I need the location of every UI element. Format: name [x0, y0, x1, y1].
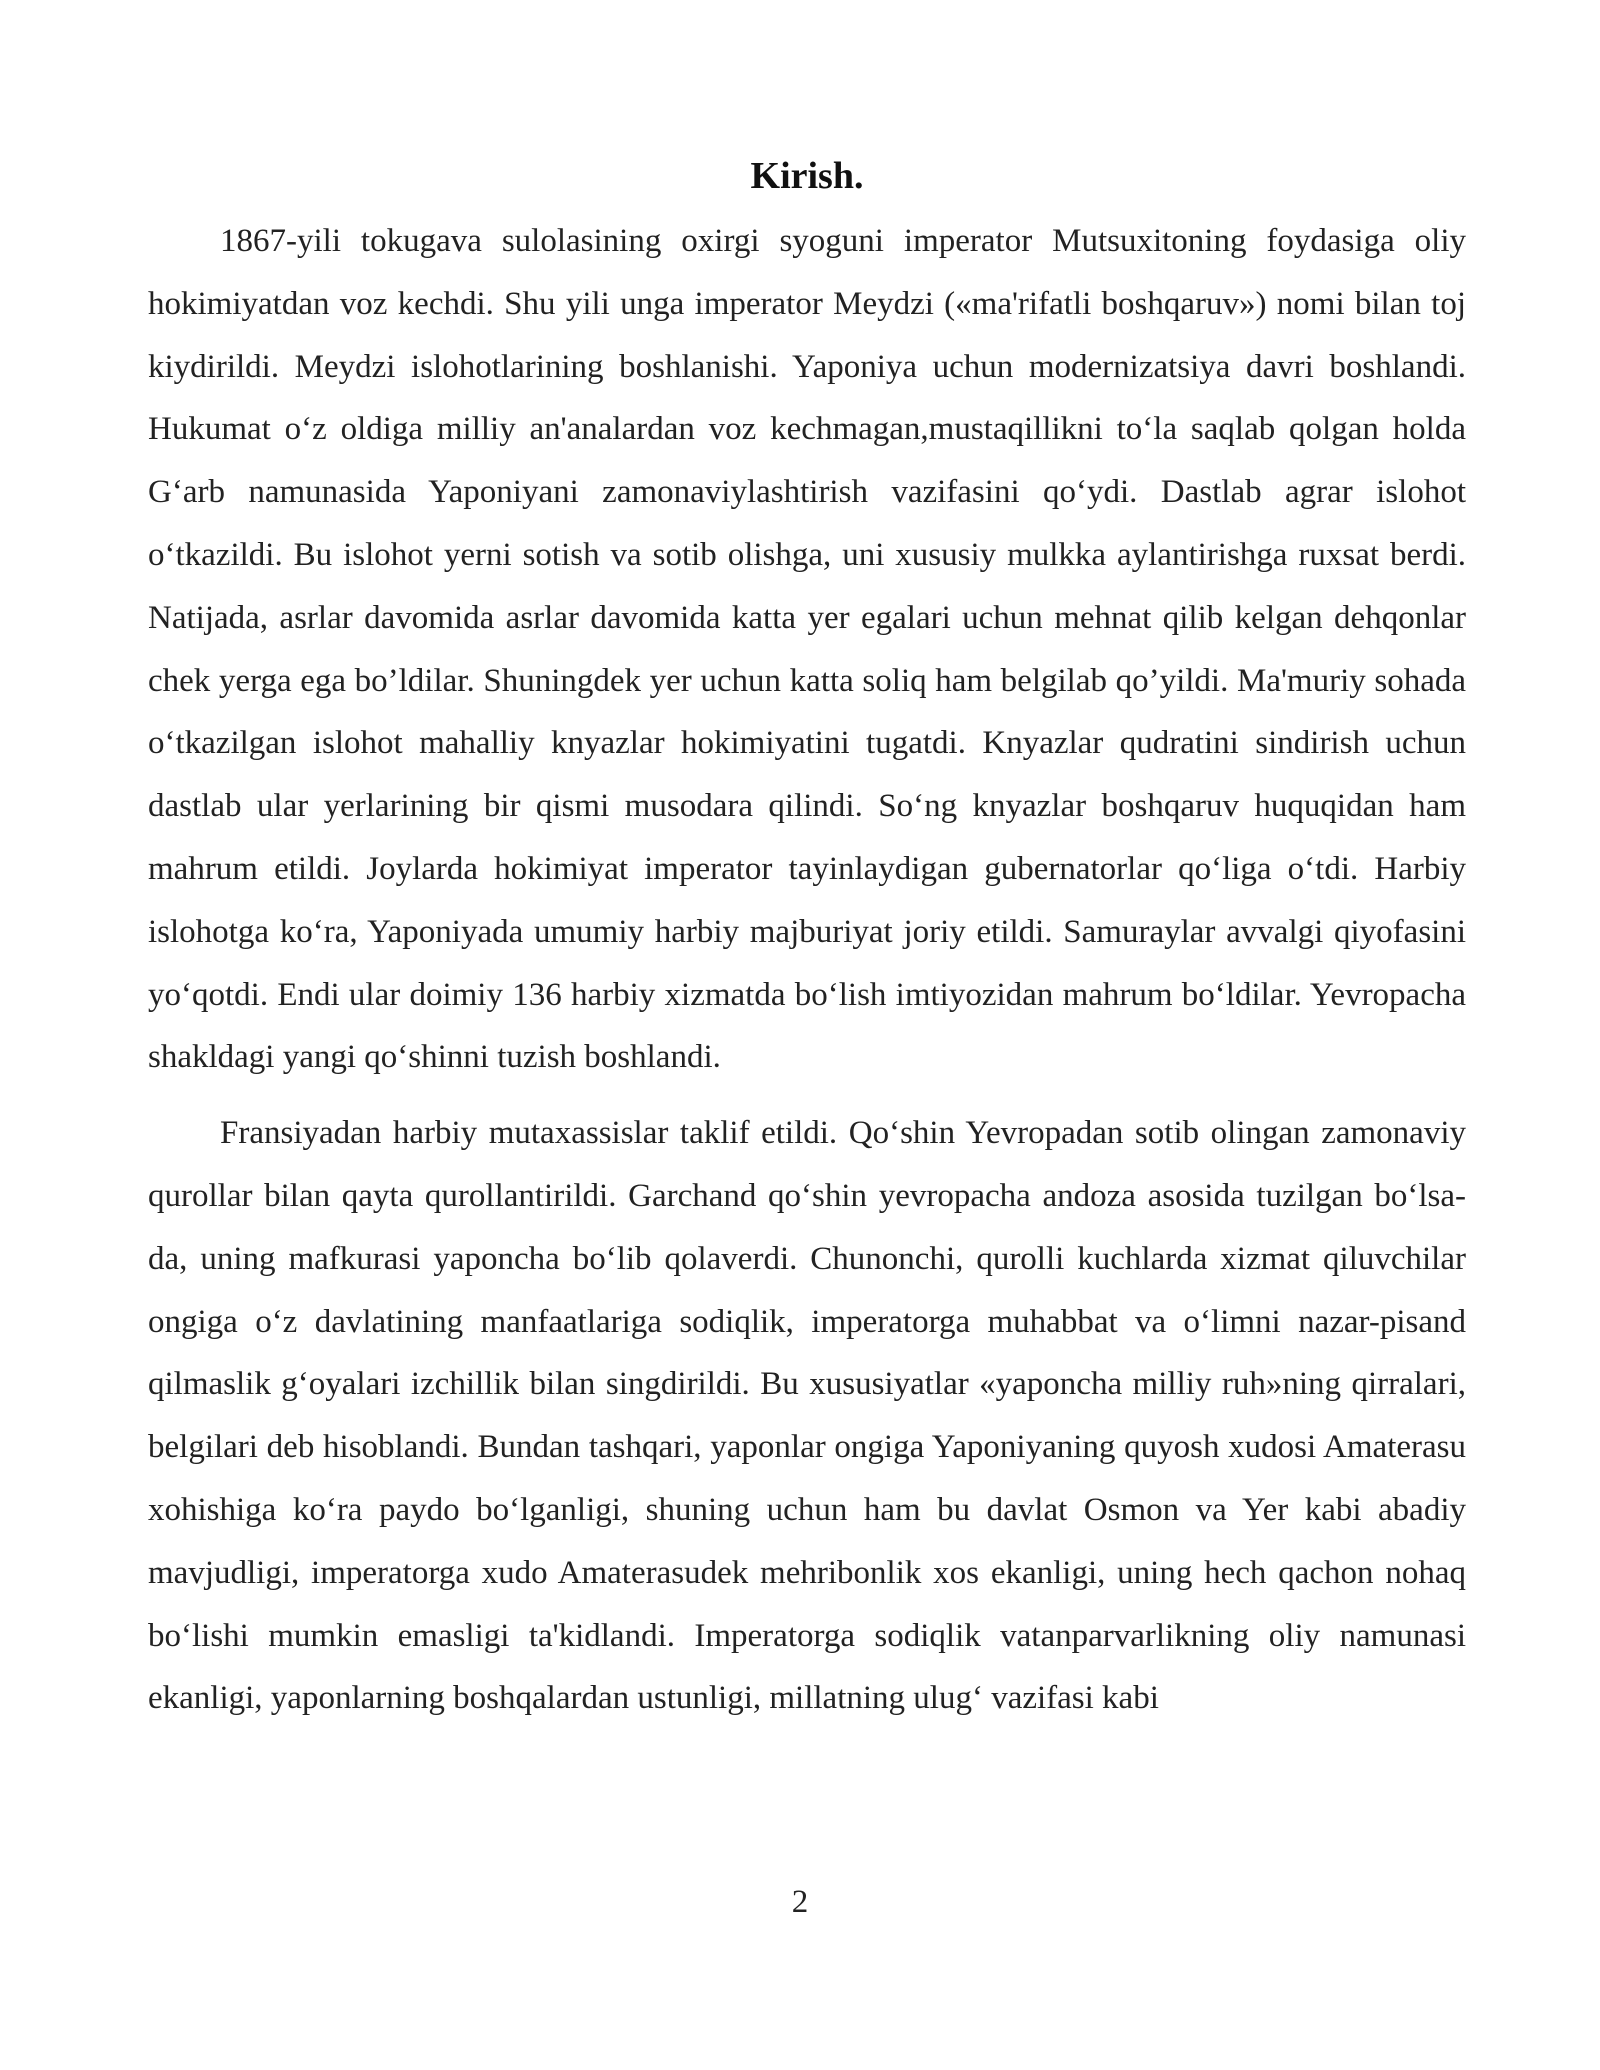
- page-number: 2: [791, 1884, 809, 1920]
- page-title: Kirish.: [750, 155, 864, 197]
- paragraph-1: 1867-yili tokugava sulolasining oxirgi syoguni imperator Mutsuxitoning foydasiga oliy hokimiyatdan voz kechdi. Shu yili unga imperator Meydzi («ma'rifatli boshqaruv») nomi bilan toj kiydirildi. Meydzi islohotlarining boshlanishi. Yaponiya uchun modernizatsiya davri boshlandi. Hukumat o‘z oldiga milliy an'analardan voz kechmagan,mustaqillikni to‘la saqlab qolgan holda G‘arb namunasida Yaponiyani zamonaviylashtirish vazifasini qo‘ydi. Dastlab agrar islohot o‘tkazildi. Bu islohot yerni sotish va sotib olishga, uni xususiy mulkka aylantirishga ruxsat berdi. Natijada, asrlar davomida asrlar davomida katta yer egalari uchun mehnat qilib kelgan dehqonlar chek yerga ega bo’ldilar. Shuningdek yer uchun katta soliq ham belgilab qo’yildi. Ma'muriy sohada o‘tkazilgan islohot mahalliy knyazlar hokimiyatini tugatdi. Knyazlar qudratini sindirish uchun dastlab ular yerlarining bir qismi musodara qilindi. So‘ng knyazlar boshqaruv huquqidan ham mahrum etildi. Joylarda hokimiyat imperator tayinlaydigan gubernatorlar qo‘liga o‘tdi. Harbiy islohotga ko‘ra, Yaponiyada umumiy harbiy majburiyat joriy etildi. Samuraylar avvalgi qiyofasini yo‘qotdi. Endi ular doimiy 136 harbiy xizmatda bo‘lish imtiyozidan mahrum bo‘ldilar. Yevropacha shakldagi yangi qo‘shinni tuzish boshlandi.: [148, 223, 1466, 1076]
- page-content: [148, 148, 1466, 1730]
- paragraph-2: Fransiyadan harbiy mutaxassislar taklif etildi. Qo‘shin Yevropadan sotib olingan zamonaviy qurollar bilan qayta qurollantirildi. Garchand qo‘shin yevropacha andoza asosida tuzilgan bo‘lsa-da, uning mafkurasi yaponcha bo‘lib qolaverdi. Chunonchi, qurolli kuchlarda xizmat qiluvchilar ongiga o‘z davlatining manfaatlariga sodiqlik, imperatorga muhabbat va o‘limni nazar-pisand qilmaslik g‘oyalari izchillik bilan singdirildi. Bu xususiyatlar «yaponcha milliy ruh»ning qirralari, belgilari deb hisoblandi. Bundan tashqari, yaponlar ongiga Yaponiyaning quyosh xudosi Amaterasu xohishiga ko‘ra paydo bo‘lganligi, shuning uchun ham bu davlat Osmon va Yer kabi abadiy mavjudligi, imperatorga xudo Amaterasudek mehribonlik xos ekanligi, uning hech qachon nohaq bo‘lishi mumkin emasligi ta'kidlandi. Imperatorga sodiqlik vatanparvarlikning oliy namunasi ekanligi, yaponlarning boshqalardan ustunligi, millatning ulug‘ vazifasi kabi: [148, 1115, 1466, 1717]
